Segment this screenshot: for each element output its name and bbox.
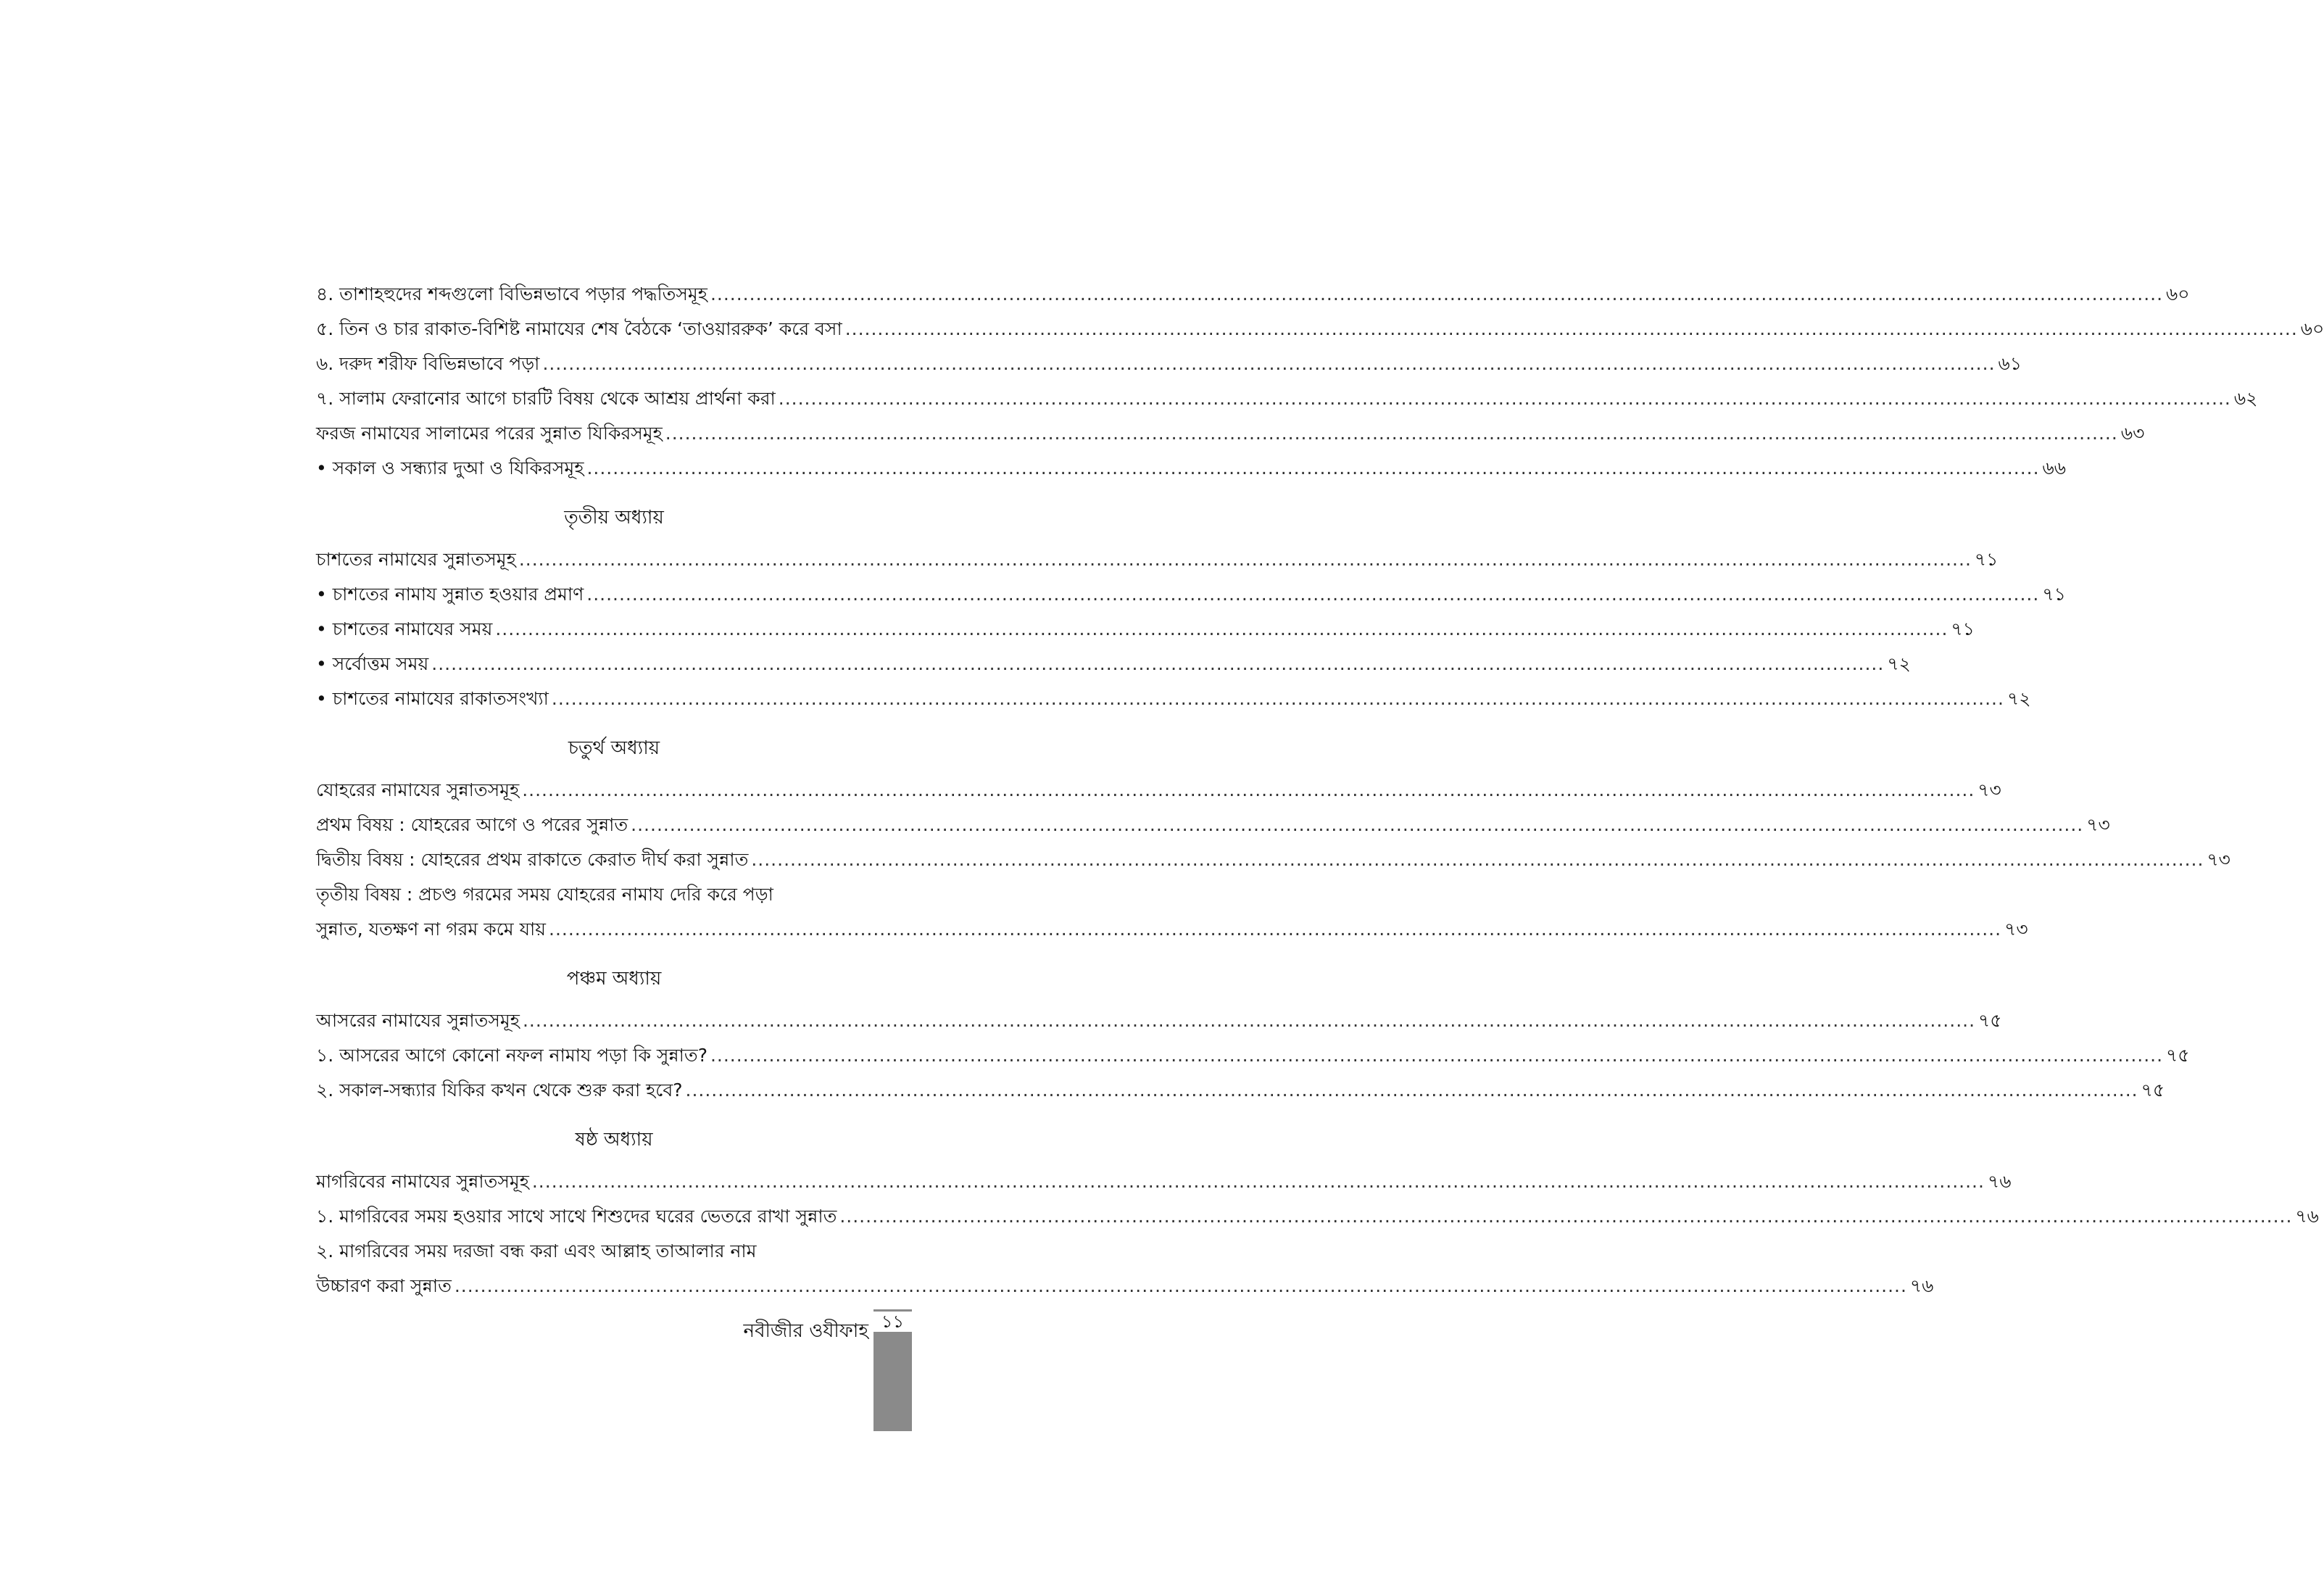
toc-entry[interactable]	[316, 842, 2230, 877]
toc-entry-title: ৭. সালাম ফেরানোর আগে চারটি বিষয় থেকে আশ্রয় প্রার্থনা করা	[316, 388, 776, 409]
toc-entry[interactable]	[316, 277, 2190, 312]
toc-entry[interactable]	[316, 312, 2324, 347]
toc-entry-page: ৭৩	[2207, 849, 2230, 870]
dot-leader	[586, 451, 2039, 486]
toc-entry-page: ৬৬	[2042, 457, 2067, 478]
dot-leader	[522, 773, 1975, 808]
chapter-heading: তৃতীয় অধ্যায়	[564, 507, 664, 529]
toc-entry-title: • চাশতের নামাযের রাকাতসংখ্যা	[316, 688, 549, 709]
dot-leader	[586, 577, 2039, 612]
toc-entry[interactable]	[316, 682, 2031, 716]
toc-entry-title: ৬. দরুদ শরীফ বিভিন্নভাবে পড়া	[316, 353, 540, 374]
toc-entry-title: সুন্নাত, যতক্ষণ না গরম কমে যায়	[316, 919, 546, 940]
dot-leader	[751, 842, 2204, 877]
toc-entry-title: ফরজ নামাযের সালামের পরের সুন্নাত যিকিরসমূহ	[316, 423, 663, 444]
toc-entry-title: • চাশতের নামায সুন্নাত হওয়ার প্রমাণ	[316, 584, 584, 605]
toc-entry[interactable]	[316, 542, 1999, 577]
toc-entry[interactable]	[316, 877, 912, 912]
toc-entry[interactable]	[316, 612, 1975, 647]
toc-entry-title: ১. মাগরিবের সময় হওয়ার সাথে সাথে শিশুদের ঘরের ভেতরে রাখা সুন্নাত	[316, 1206, 837, 1227]
toc-entry-title: ৪. তাশাহহুদের শব্দগুলো বিভিন্নভাবে পড়ার পদ্ধতিসমূহ	[316, 283, 707, 304]
toc-entry[interactable]	[316, 1003, 2002, 1038]
toc-entry-title: ২. সকাল-সন্ধ্যার যিকির কখন থেকে শুরু করা হবে?	[316, 1080, 683, 1101]
toc-entry-title: • সকাল ও সন্ধ্যার দুআ ও যিকিরসমূহ	[316, 457, 584, 478]
dot-leader	[431, 647, 1884, 682]
toc-entry-title: প্রথম বিষয় : যোহরের আগে ও পরের সুন্নাত	[316, 814, 628, 835]
toc-entry-page: ৭২	[1887, 653, 1911, 674]
toc-entry-page: ৭৫	[2141, 1080, 2165, 1101]
toc-entry-page: ৭৬	[1987, 1171, 2012, 1192]
toc-entry[interactable]	[316, 1073, 2165, 1108]
toc-entry-page: ৬৩	[2120, 423, 2145, 444]
toc-entry-title: ৫. তিন ও চার রাকাত-বিশিষ্ট নামাযের শেষ বৈঠকে ‘তাওয়াররুক’ করে বসা	[316, 318, 842, 339]
toc-entry-title: • সর্বোত্তম সময়	[316, 653, 429, 674]
toc-entry-page: ৭১	[1951, 618, 1975, 639]
toc-entry-page: ৭২	[2006, 688, 2031, 709]
table-of-contents	[316, 277, 2324, 1304]
toc-entry[interactable]	[316, 1199, 2319, 1234]
toc-entry-page: ৭৩	[2086, 814, 2110, 835]
toc-entry-title: • চাশতের নামাযের সময়	[316, 618, 493, 639]
toc-entry-title: মাগরিবের নামাযের সুন্নাতসমূহ	[316, 1171, 529, 1192]
dot-leader	[710, 277, 2163, 312]
dot-leader	[519, 542, 1972, 577]
toc-entry[interactable]	[316, 1269, 1934, 1304]
chapter-heading: ষষ্ঠ অধ্যায়	[575, 1129, 653, 1151]
toc-entry-page: ৭৩	[1978, 779, 2001, 800]
dot-leader	[495, 612, 1948, 647]
dot-leader	[523, 1003, 1975, 1038]
dot-leader	[665, 416, 2118, 451]
toc-entry-title: আসরের নামাযের সুন্নাতসমূহ	[316, 1010, 520, 1031]
dot-leader	[549, 912, 2001, 947]
dot-leader	[542, 347, 1995, 381]
toc-entry[interactable]	[316, 577, 2066, 612]
dot-leader	[455, 1269, 1907, 1304]
dot-leader	[839, 1199, 2292, 1234]
chapter-heading: পঞ্চম অধ্যায়	[566, 968, 662, 990]
toc-entry-page: ৭১	[1974, 549, 1999, 570]
toc-entry-page: ৭১	[2042, 584, 2066, 605]
toc-entry[interactable]	[316, 1234, 912, 1269]
page-number-tab	[873, 1309, 912, 1431]
toc-entry-title: তৃতীয় বিষয় : প্রচণ্ড গরমের সময় যোহরের নামায দেরি করে পড়া	[316, 884, 773, 905]
toc-entry[interactable]	[316, 1038, 2190, 1073]
dot-leader	[532, 1164, 1985, 1199]
toc-entry-title: দ্বিতীয় বিষয় : যোহরের প্রথম রাকাতে কেরাত দীর্ঘ করা সুন্নাত	[316, 849, 749, 870]
toc-entry[interactable]	[316, 451, 2067, 486]
toc-entry-title: চাশতের নামাযের সুন্নাতসমূহ	[316, 549, 516, 570]
running-footer-title: নবীজীর ওযীফাহ	[743, 1320, 868, 1342]
dot-leader	[779, 381, 2231, 416]
toc-entry[interactable]	[316, 647, 1911, 682]
toc-entry[interactable]	[316, 1164, 2012, 1199]
dot-leader	[710, 1038, 2163, 1073]
toc-entry[interactable]	[316, 347, 2022, 381]
toc-entry-title: ২. মাগরিবের সময় দরজা বন্ধ করা এবং আল্লাহ তাআলার নাম	[316, 1240, 757, 1262]
page-number: ১১	[881, 1312, 905, 1332]
toc-entry-page: ৬০	[2300, 318, 2324, 339]
toc-entry[interactable]	[316, 381, 2258, 416]
toc-entry-page: ৭৬	[2295, 1206, 2319, 1227]
chapter-heading: চতুর্থ অধ্যায়	[568, 737, 660, 759]
toc-entry[interactable]	[316, 416, 2145, 451]
toc-entry-title: উচ্চারণ করা সুন্নাত	[316, 1275, 452, 1296]
dot-leader	[552, 682, 2004, 716]
toc-entry-title: ১. আসরের আগে কোনো নফল নামায পড়া কি সুন্নাত?	[316, 1045, 707, 1066]
toc-entry-page: ৭৬	[1909, 1275, 1934, 1296]
dot-leader	[631, 808, 2083, 842]
toc-entry-page: ৭৫	[2166, 1045, 2190, 1066]
toc-entry[interactable]	[316, 808, 2110, 842]
dot-leader	[686, 1073, 2138, 1108]
toc-entry-page: ৭৩	[2004, 919, 2028, 940]
toc-entry[interactable]	[316, 912, 2028, 947]
toc-entry-page: ৭৫	[1978, 1010, 2002, 1031]
toc-entry-page: ৬২	[2233, 388, 2258, 409]
toc-entry-title: যোহরের নামাযের সুন্নাতসমূহ	[316, 779, 520, 800]
toc-entry[interactable]	[316, 773, 2001, 808]
toc-entry-page: ৬০	[2166, 283, 2190, 304]
toc-entry-page: ৬১	[1998, 353, 2022, 374]
dot-leader	[845, 312, 2298, 347]
